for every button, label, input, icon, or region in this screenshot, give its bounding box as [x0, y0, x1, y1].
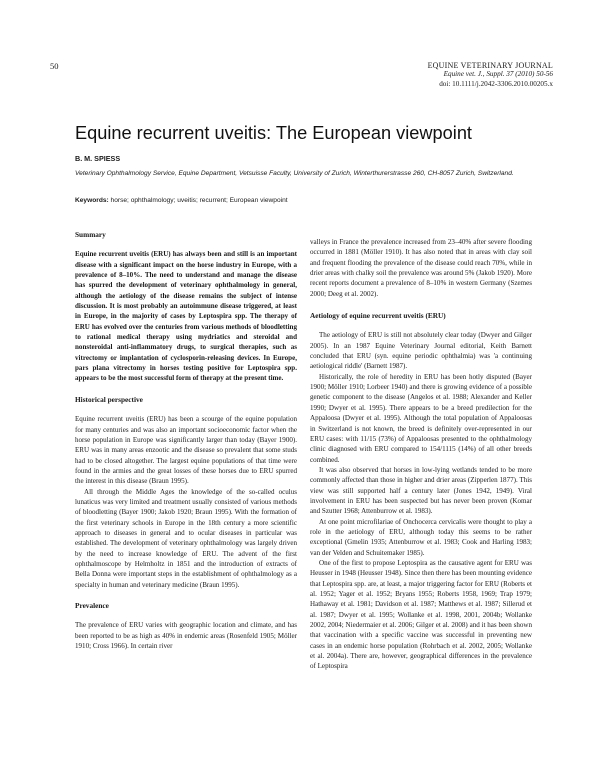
keywords-text: horse; ophthalmology; uveitis; recurrent; European viewpoint: [108, 197, 288, 204]
keywords-label: Keywords:: [75, 197, 109, 204]
page-number: 50: [50, 61, 59, 71]
prevalence-paragraph-1: The prevalence of ERU varies with geographic location and climate, and has been reported to be as high as 40% in endemic areas (Rosenfeld 1905; Möller 1910; Cross 1966). In certain river: [75, 621, 297, 651]
aetiology-paragraph-5: One of the first to propose Leptospira as the causative agent for ERU was Heusser in 1948 (Heusser 1948). Since then there has been mounting evidence that Leptospira spp. are, at least, a major triggering factor for ERU (Roberts et al. 1952; Yager et al. 1952; Bryans 1955; Roberts 1958, 1969; Trap 1979; Hathaway et al. 1981; Davidson et al. 1987; Matthews et al. 1987; Sillerud et al. 1987; Dwyer et al. 1995; Wollanke et al. 1998, 2001, 2004b; Wollanke 2002, 2004; Niedermaier et al. 2006; Gilger et al. 2008) and it has been shown that vaccination with a specific vaccine was successful in preventing new cases in an endemic horse population (Rohrbach et al. 2002, 2005; Wollanke et al. 2004a). There are, however, geographical differences in the prevalence of Leptospira: [310, 558, 532, 671]
historical-paragraph-1: Equine recurrent uveitis (ERU) has been a scourge of the equine population for many centuries and was also an important socioeconomic factor when the horse population in Europe was significantly larger than today (Bayer 1900). ERU was in many areas enzootic and the disease so prevalent that some studs had to be closed altogether. The largest equine populations of that time were found in the armies and the great losses of these horses due to ERU spurred the interest in this disease (Braun 1995).: [75, 415, 297, 486]
journal-header: [428, 61, 553, 89]
article-title: Equine recurrent uveitis: The European viewpoint: [75, 123, 472, 143]
historical-section: [75, 395, 297, 590]
journal-doi: doi: 10.1111/j.2042-3306.2010.00205.x: [439, 79, 553, 88]
summary-heading: Summary: [75, 230, 106, 239]
prevalence-section: [75, 601, 297, 651]
journal-name: EQUINE VETERINARY JOURNAL: [427, 61, 553, 70]
right-column: [310, 237, 532, 672]
affiliation: Veterinary Ophthalmology Service, Equine Department, Vetsuisse Faculty, University of Zurich, Winterthurerstrasse 260, CH-8057 Zurich, Switzerland.: [75, 170, 514, 177]
aetiology-section: [310, 311, 532, 672]
aetiology-heading: Aetiology of equine recurrent uveitis (ERU): [310, 311, 446, 321]
aetiology-paragraph-2: Historically, the role of heredity in ERU has been hotly disputed (Bayer 1900; Möller 1910; Lorbeer 1940) and there is growing evidence of a possible genetic component to the disease (Angelos et al. 1988; Alexander and Keller 1990; Dwyer et al. 1995). There appears to be a breed predilection for the Appaloosa (Dwyer et al. 1995). Although the total population of Appaloosas in Switzerland is not known, the breed is definitely over-represented in our ERU cases: with 11/15 (73%) of Appaloosas presented to the ophthalmology clinic diagnosed with ERU compared to 154/1115 (14%) of all other breeds combined.: [310, 372, 532, 464]
summary-section: [75, 230, 297, 384]
journal-citation: Equine vet. J., Suppl. 37 (2010) 50-56: [443, 70, 553, 79]
historical-paragraph-2: All through the Middle Ages the knowledge of the so-called oculus lunaticus was very limited and treatment usually consisted of various methods of bloodletting (Bayer 1900; Jakob 1920; Braun 1995). With the formation of the first veterinary schools in Europe in the 18th century a more scientific approach to diseases in general and to ocular diseases in particular was established. The development of veterinary ophthalmology was largely driven by the need to increase knowledge of ERU. The advent of the first ophthalmoscope by Helmholtz in 1851 and the introduction of extracts of Bella Donna were important steps in the establishment of ophthalmology as a specialty in human and veterinary medicine (Braun 1995).: [75, 487, 297, 589]
prevalence-paragraph-1-continued: valleys in France the prevalence increased from 23–40% after severe flooding occurred in 1881 (Möller 1910). It has also noted that in areas with clay soil and frequent flooding the prevalence of the disease could reach 70%, while in drier areas with chalky soil the prevalence was around 5% (Jakob 1920). More recent reports document a prevalence of 8–10% in western Germany (Szemes 2000; Deeg et al. 2002).: [310, 238, 532, 298]
aetiology-paragraph-3: It was also observed that horses in low-lying wetlands tended to be more commonly affected than those in higher and drier areas (Zipperlen 1877). This view was still supported half a century later (Jones 1942, 1949). Viral involvement in ERU has been suspected but has never been proven (Komar and Szutter 1968; Attenburrow et al. 1983).: [310, 465, 532, 516]
prevalence-heading: Prevalence: [75, 601, 109, 610]
left-column: [75, 230, 297, 651]
aetiology-paragraph-1: The aetiology of ERU is still not absolutely clear today (Dwyer and Gilger 2005). In an 1987 Equine Veterinary Journal editorial, Keith Barnett concluded that ERU (syn. equine periodic ophthalmia) was 'a continuing aetiological riddle' (Barnett 1987).: [310, 331, 532, 371]
aetiology-paragraph-4: At one point microfilariae of Onchocerca cervicalis were thought to play a role in the aetiology of ERU, although today this seems to be rather exceptional (Gmelin 1935; Attenburrow et al. 1983; Cook and Harling 1983; van der Velden and Schuitemaker 1985).: [310, 517, 532, 557]
historical-heading: Historical perspective: [75, 394, 143, 404]
authors: B. M. SPIESS: [75, 154, 121, 163]
keywords: [75, 197, 555, 204]
summary-text: Equine recurrent uveitis (ERU) has always been and still is an important disease with a significant impact on the horse industry in Europe, with a prevalence of 8–10%. The need to understand and manage the disease has spurred the development of veterinary ophthalmology in general, although the aetiology of the disease remains the subject of intense discussion. It is most probably an autoimmune disease triggered, at least in Europe, in the majority of cases by Leptospira spp. The therapy of ERU has evolved over the centuries from various methods of bloodletting to rational medical therapy using mydriatics and steroidal and nonsteroidal anti-inflammatory drugs, to surgical therapies, such as vitrectomy or implantation of cyclosporin-releasing devices. In Europe, pars plana vitrectomy in horses testing positive for Leptospira spp. appears to be the most successful form of therapy at the present time.: [75, 250, 297, 383]
